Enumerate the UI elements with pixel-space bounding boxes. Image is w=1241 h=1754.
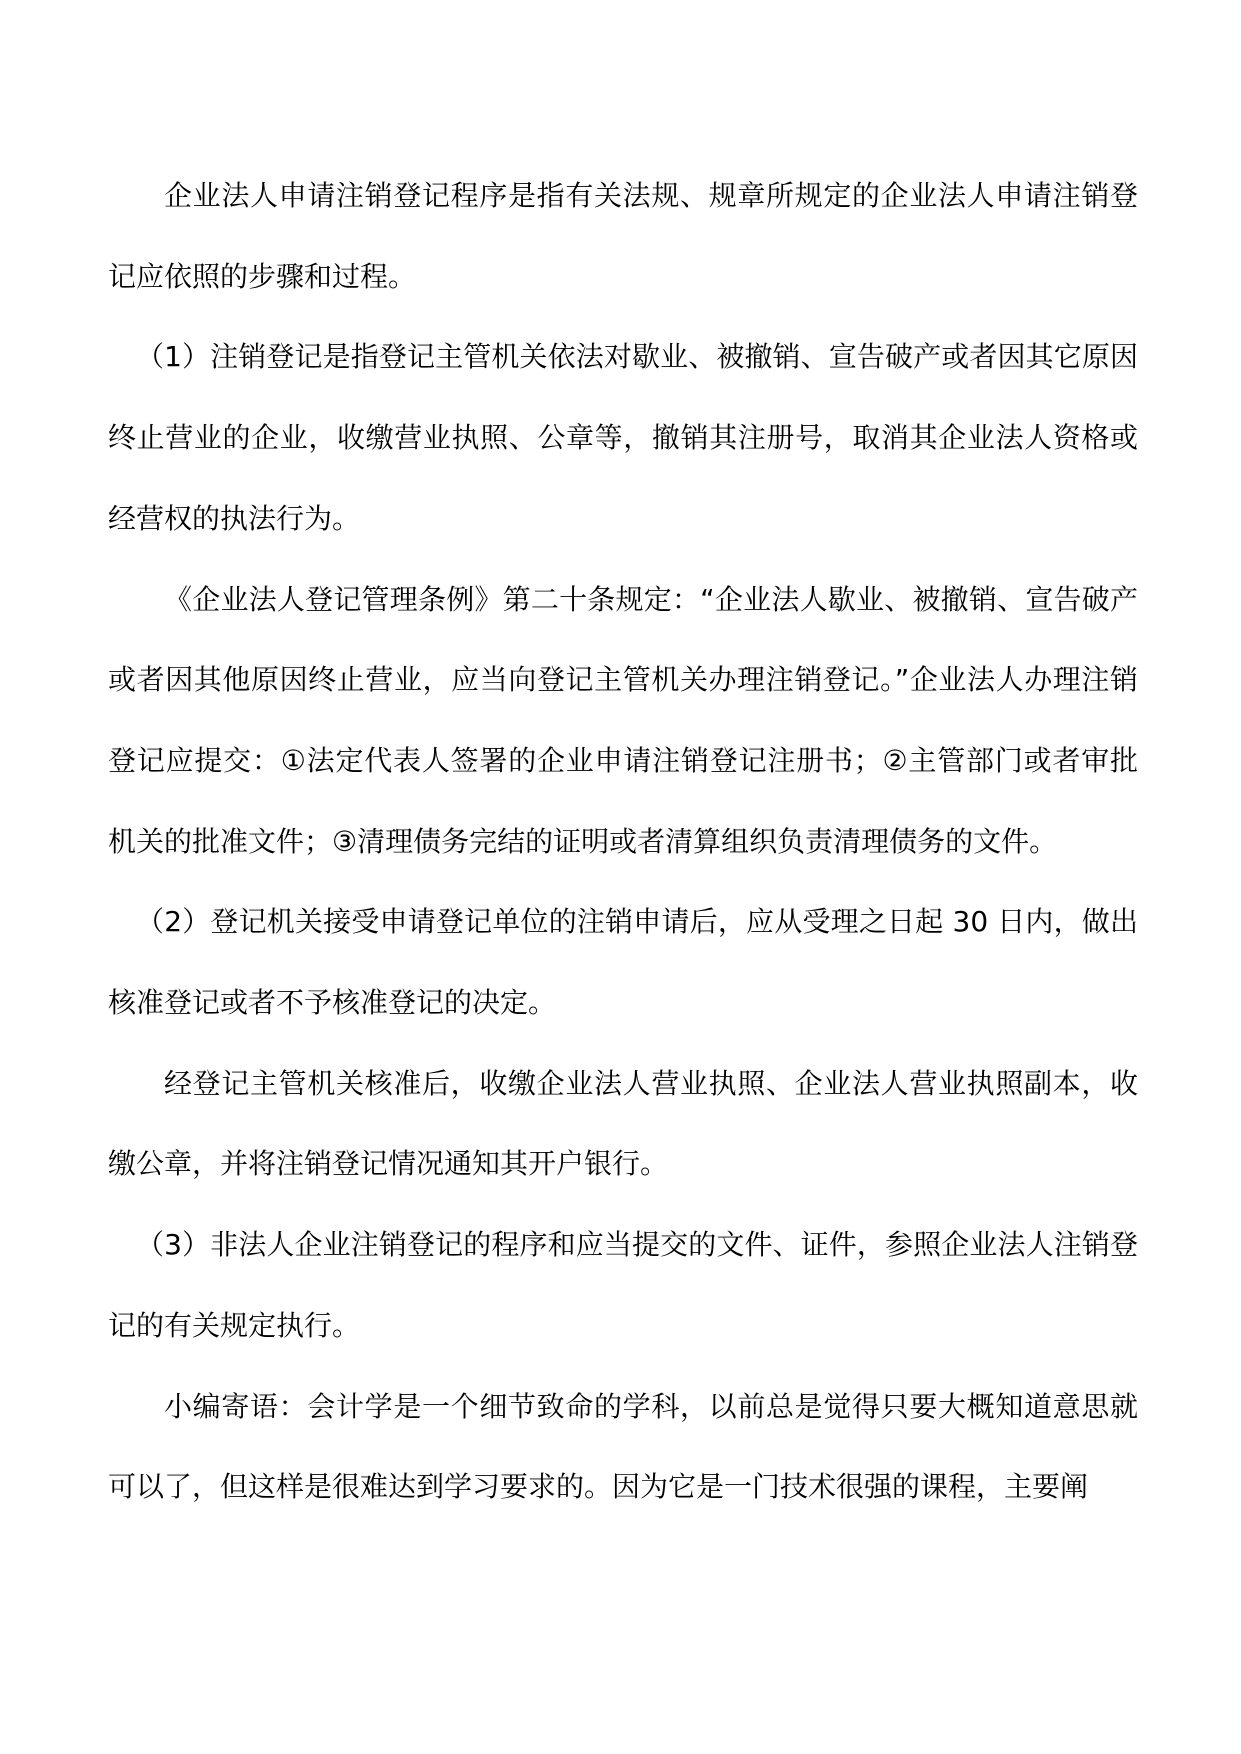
paragraph-regulation: 《企业法人登记管理条例》第二十条规定：“企业法人歇业、被撤销、宣告破产或者因其他原因终止营业，应当向登记主管机关办理注销登记。”企业法人办理注销登记应提交：①法定代表人签署的企业申请注销登记注册书；②主管部门或者审批机关的批准文件；③清理债务完结的证明或者清算组织负责清理债务的文件。 bbox=[108, 582, 1138, 858]
paragraph-item-2: （2）登记机关接受申请登记单位的注销申请后，应从受理之日起 30 日内，做出核准登记或者不予核准登记的决定。 bbox=[108, 905, 1138, 1020]
paragraph-item-1: （1）注销登记是指登记主管机关依法对歇业、被撤销、宣告破产或者因其它原因终止营业的企业，收缴营业执照、公章等，撤销其注册号，取消其企业法人资格或经营权的执法行为。 bbox=[108, 340, 1138, 535]
document-body bbox=[108, 156, 1138, 1528]
paragraph-editor-note: 小编寄语：会计学是一个细节致命的学科，以前总是觉得只要大概知道意思就可以了，但这样是很难达到学习要求的。因为它是一门技术很强的课程，主要阐 bbox=[108, 1389, 1138, 1504]
paragraph-approval: 经登记主管机关核准后，收缴企业法人营业执照、企业法人营业执照副本，收缴公章，并将注销登记情况通知其开户银行。 bbox=[108, 1066, 1138, 1181]
paragraph-item-3: （3）非法人企业注销登记的程序和应当提交的文件、证件，参照企业法人注销登记的有关规定执行。 bbox=[108, 1228, 1138, 1342]
paragraph-definition: 企业法人申请注销登记程序是指有关法规、规章所规定的企业法人申请注销登记应依照的步骤和过程。 bbox=[108, 179, 1138, 293]
